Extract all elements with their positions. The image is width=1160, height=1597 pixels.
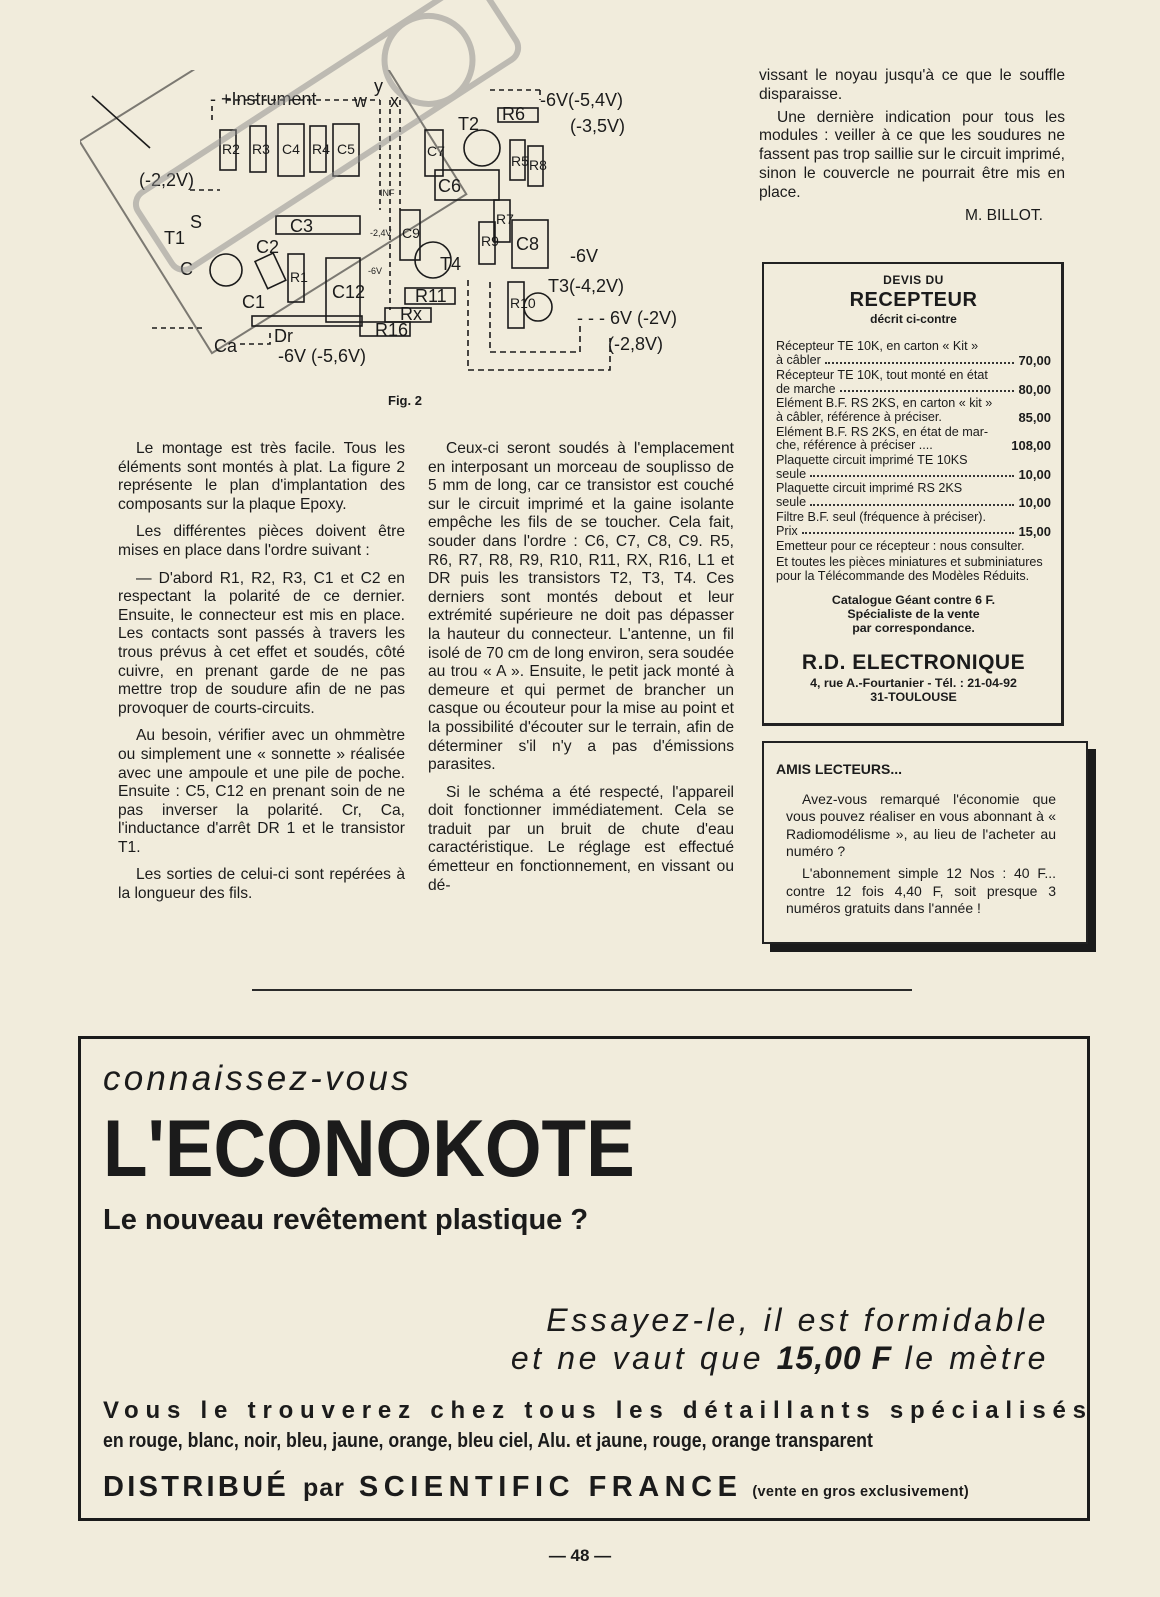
ad-offer-line2 <box>511 1339 1049 1377</box>
label-v6-2v: - - - 6V (-2V) <box>577 308 678 328</box>
devis-note: Emetteur pour ce récepteur : nous consulter. <box>776 539 1025 554</box>
label-t4: T4 <box>440 254 462 274</box>
devis-note: Et toutes les pièces miniatures et subminiatures pour la Télécommande des Modèles Réduits. <box>776 554 1043 583</box>
label-r2: R2 <box>222 141 240 157</box>
ad-offer <box>511 1301 1049 1377</box>
label-v22: (-2,2V) <box>139 170 195 190</box>
price-item <box>776 454 1051 481</box>
ad-distributed-label: DISTRIBUÉ <box>103 1471 289 1503</box>
ad-wholesale-note: (vente en gros exclusivement) <box>752 1484 970 1500</box>
label-r16: R16 <box>375 320 409 340</box>
paragraph: Si le schéma a été respecté, l'appareil doit fonctionner immédiatement. Cela se traduit par un bruit de chute d'eau caractéristique. Le réglage est effectué émetteur en fonctionnement, en vissant ou dé- <box>428 783 734 894</box>
figure-caption: Fig. 2 <box>388 393 422 408</box>
devis-title: DEVIS DU <box>883 273 944 287</box>
article-column-3 <box>759 67 1065 225</box>
price-item-desc2: de marche <box>776 381 836 396</box>
address-line: 31-TOULOUSE <box>870 690 957 705</box>
label-inf: INF <box>380 188 395 198</box>
ad-availability: Vous le trouverez chez tous les détaillants spécialisés <box>103 1397 1093 1424</box>
article-column-1 <box>118 440 405 913</box>
price-value: 80,00 <box>1018 381 1051 397</box>
catalogue-line: Catalogue Géant contre 6 F. <box>831 593 996 608</box>
price-item-desc: Plaquette circuit imprimé RS 2KS <box>776 481 963 496</box>
devis-subheading: décrit ci-contre <box>870 311 957 326</box>
paragraph: vissant le noyau jusqu'à ce que le souffle disparaisse. <box>759 67 1065 103</box>
price-item-desc2: che, référence à préciser .... <box>776 438 933 453</box>
price-item-desc2: seule <box>776 466 807 481</box>
price-item <box>776 511 1051 538</box>
subscription-text: L'abonnement simple 12 Nos : 40 F... contre 12 fois 4,40 F, soit presque 3 numéros gratuits dans l'année ! <box>786 864 1056 917</box>
author-signature: M. BILLOT. <box>965 206 1043 224</box>
price-value: 10,00 <box>1018 495 1051 511</box>
catalogue-line: Spécialiste de la vente <box>847 607 980 622</box>
price-item-desc: Elément B.F. RS 2KS, en carton « kit » <box>776 396 993 411</box>
catalogue-line: par correspondance. <box>852 621 975 636</box>
ad-offer-pre: et ne vaut que <box>510 1340 777 1376</box>
label-c: C <box>180 259 193 279</box>
price-item <box>776 397 1051 424</box>
ad-colors: en rouge, blanc, noir, bleu, jaune, orange, bleu ciel, Alu. et jaune, rouge, orange transparent <box>103 1429 873 1452</box>
label-c8: C8 <box>516 234 540 254</box>
wiring-left <box>152 328 270 344</box>
price-item-desc2: Prix <box>776 523 798 538</box>
label-c2: C2 <box>256 237 280 257</box>
paragraph: Les différentes pièces doivent être mises en place dans l'ordre suivant : <box>118 523 405 559</box>
paragraph: Les sorties de celui-ci sont repérées à la longueur des fils. <box>118 866 405 903</box>
label-c4: C4 <box>282 141 300 157</box>
label-x: x <box>390 91 399 111</box>
label-v-top: -6V(-5,4V) <box>540 90 624 110</box>
label-v6: -6V <box>570 246 599 266</box>
label-r7: R7 <box>496 211 514 227</box>
label-r8: R8 <box>529 157 547 173</box>
price-item <box>776 482 1051 509</box>
label-t2: T2 <box>458 114 480 134</box>
ad-offer-line1: Essayez-le, il est formidable <box>546 1302 1049 1338</box>
label-c7: C7 <box>427 143 445 159</box>
ad-distributor-name: SCIENTIFIC FRANCE <box>358 1471 743 1503</box>
paragraph: — D'abord R1, R2, R3, C1 et C2 en respectant la polarité de ce dernier. Ensuite, le connecteur est mis en place. Les contacts sont passés à travers les trous prévus à cet effet et soudés, côté cuivre, en prenant garde de ne pas mettre trop de soudure afin de ne pas provoquer de courts-circuits. <box>118 569 405 717</box>
price-value: 15,00 <box>1018 523 1051 539</box>
price-value: 85,00 <box>1018 409 1051 425</box>
price-value: 108,00 <box>1011 438 1051 454</box>
article-column-2 <box>428 440 734 904</box>
label-r5: R5 <box>511 153 529 169</box>
paragraph: Le montage est très facile. Tous les éléments sont montés à plat. La figure 2 représente le plan d'implantation des composants sur la plaque Epoxy. <box>118 440 405 513</box>
price-item-desc2: à câbler <box>776 353 821 368</box>
ad-distributor <box>103 1471 969 1504</box>
label-t3: T3(-4,2V) <box>548 276 625 296</box>
label-small-6v: -6V <box>368 266 383 276</box>
label-c6: C6 <box>438 176 462 196</box>
label-dr: Dr <box>274 326 293 346</box>
label-w: w <box>354 91 367 111</box>
price-value: 70,00 <box>1018 353 1051 369</box>
price-item-desc: Elément B.F. RS 2KS, en état de mar- <box>776 424 989 439</box>
price-item <box>776 426 1051 453</box>
ad-product-name: L'ECONOKOTE <box>103 1104 635 1194</box>
ad-price: 15,00 F <box>776 1340 893 1376</box>
paragraph: Une dernière indication pour tous les modules : veiller à ce que les soudures ne fassent pas trop saillie sur le circuit imprimé, sinon le couvercle ne pourrait être mis en place. <box>759 108 1065 201</box>
label-instrument: - +Instrument <box>210 89 317 109</box>
label-r9: R9 <box>481 233 499 249</box>
price-item <box>776 369 1051 396</box>
subscription-box <box>762 741 1096 952</box>
label-c3: C3 <box>290 216 314 236</box>
label-c9: C9 <box>402 225 420 241</box>
label-rx: Rx <box>400 304 422 324</box>
devis-box <box>762 262 1064 726</box>
label-c1: C1 <box>242 292 266 312</box>
label-r6: R6 <box>502 104 526 124</box>
page-number: — 48 — <box>548 1546 612 1565</box>
price-item-desc2: à câbler, référence à préciser. <box>776 409 942 424</box>
price-item-desc: Plaquette circuit imprimé TE 10KS <box>776 453 968 468</box>
label-ca: Ca <box>214 336 238 356</box>
econokote-advertisement <box>78 1036 1093 1521</box>
address-line: 4, rue A.-Fourtanier - Tél. : 21-04-92 <box>810 676 1017 691</box>
label-y: y <box>374 76 383 96</box>
price-value: 10,00 <box>1018 466 1051 482</box>
price-item-desc2: seule <box>776 495 807 510</box>
label-r10: R10 <box>510 295 536 311</box>
brand-name: R.D. ELECTRONIQUE <box>801 651 1026 675</box>
ad-par: par <box>303 1474 345 1502</box>
paragraph: Au besoin, vérifier avec un ohmmètre ou simplement une « sonnette » réalisée avec une ampoule et une pile de poche. Ensuite : C5, C12 en prenant soin de ne pas inverser la polarité. Cr, Ca, l'inductance d'arrêt DR 1 et le transistor T1. <box>118 727 405 856</box>
label-v28: (-2,8V) <box>608 334 664 354</box>
subscription-title: AMIS LECTEURS... <box>776 761 903 777</box>
label-r1: R1 <box>290 269 308 285</box>
label-c5: C5 <box>337 141 355 157</box>
price-item <box>776 340 1051 367</box>
devis-heading: RECEPTEUR <box>849 288 978 311</box>
ad-tagline: Le nouveau revêtement plastique ? <box>103 1204 589 1236</box>
label-c12: C12 <box>332 282 366 302</box>
ad-intro: connaissez-vous <box>103 1059 412 1098</box>
label-r3: R3 <box>252 141 270 157</box>
price-item-desc: Récepteur TE 10K, en carton « Kit » <box>776 339 979 354</box>
price-item-desc: Récepteur TE 10K, tout monté en état <box>776 367 988 382</box>
label-r11: R11 <box>415 286 447 306</box>
label-s: S <box>190 212 203 232</box>
label-v-35: (-3,5V) <box>570 116 626 136</box>
label-24v: -2,4V <box>370 228 392 238</box>
label-r4: R4 <box>312 141 330 157</box>
subscription-text: Avez-vous remarqué l'économie que vous pouvez réaliser en vous abonnant à « Radiomodélisme », au lieu de l'acheter au numéro ? <box>786 790 1056 860</box>
ad-offer-post: le mètre <box>892 1340 1049 1376</box>
paragraph: Ceux-ci seront soudés à l'emplacement en interposant un morceau de souplisso de 5 mm de long, car ce transistor est couché sur le circuit imprimé et la gaine isolante empêche les fils de se toucher. Cela fait, souder dans l'ordre : C6, C7, C8, C9. R5, R6, R7, R8, R9, R10, R11, RX, R16, L1 et DR puis les transistors T2, T3, T4. Ces derniers sont montés debout et leur extrémité supérieure ne doit pas dépasser la hauteur du connecteur. L'antenne, un fil isolé de 70 cm de long environ, sera soudée au trou « A ». Ensuite, le petit jack monté à demeure et qui permet de brancher un casque ou écouteur pour la mise au point et la possibilité d'écouter sur le terrain, afin de déterminer s'il n'y a pas d'émissions parasites. <box>428 440 735 774</box>
price-item-desc: Filtre B.F. seul (fréquence à préciser). <box>776 509 986 524</box>
label-v56: -6V (-5,6V) <box>278 346 367 366</box>
divider <box>252 989 912 991</box>
label-t1: T1 <box>164 228 186 248</box>
